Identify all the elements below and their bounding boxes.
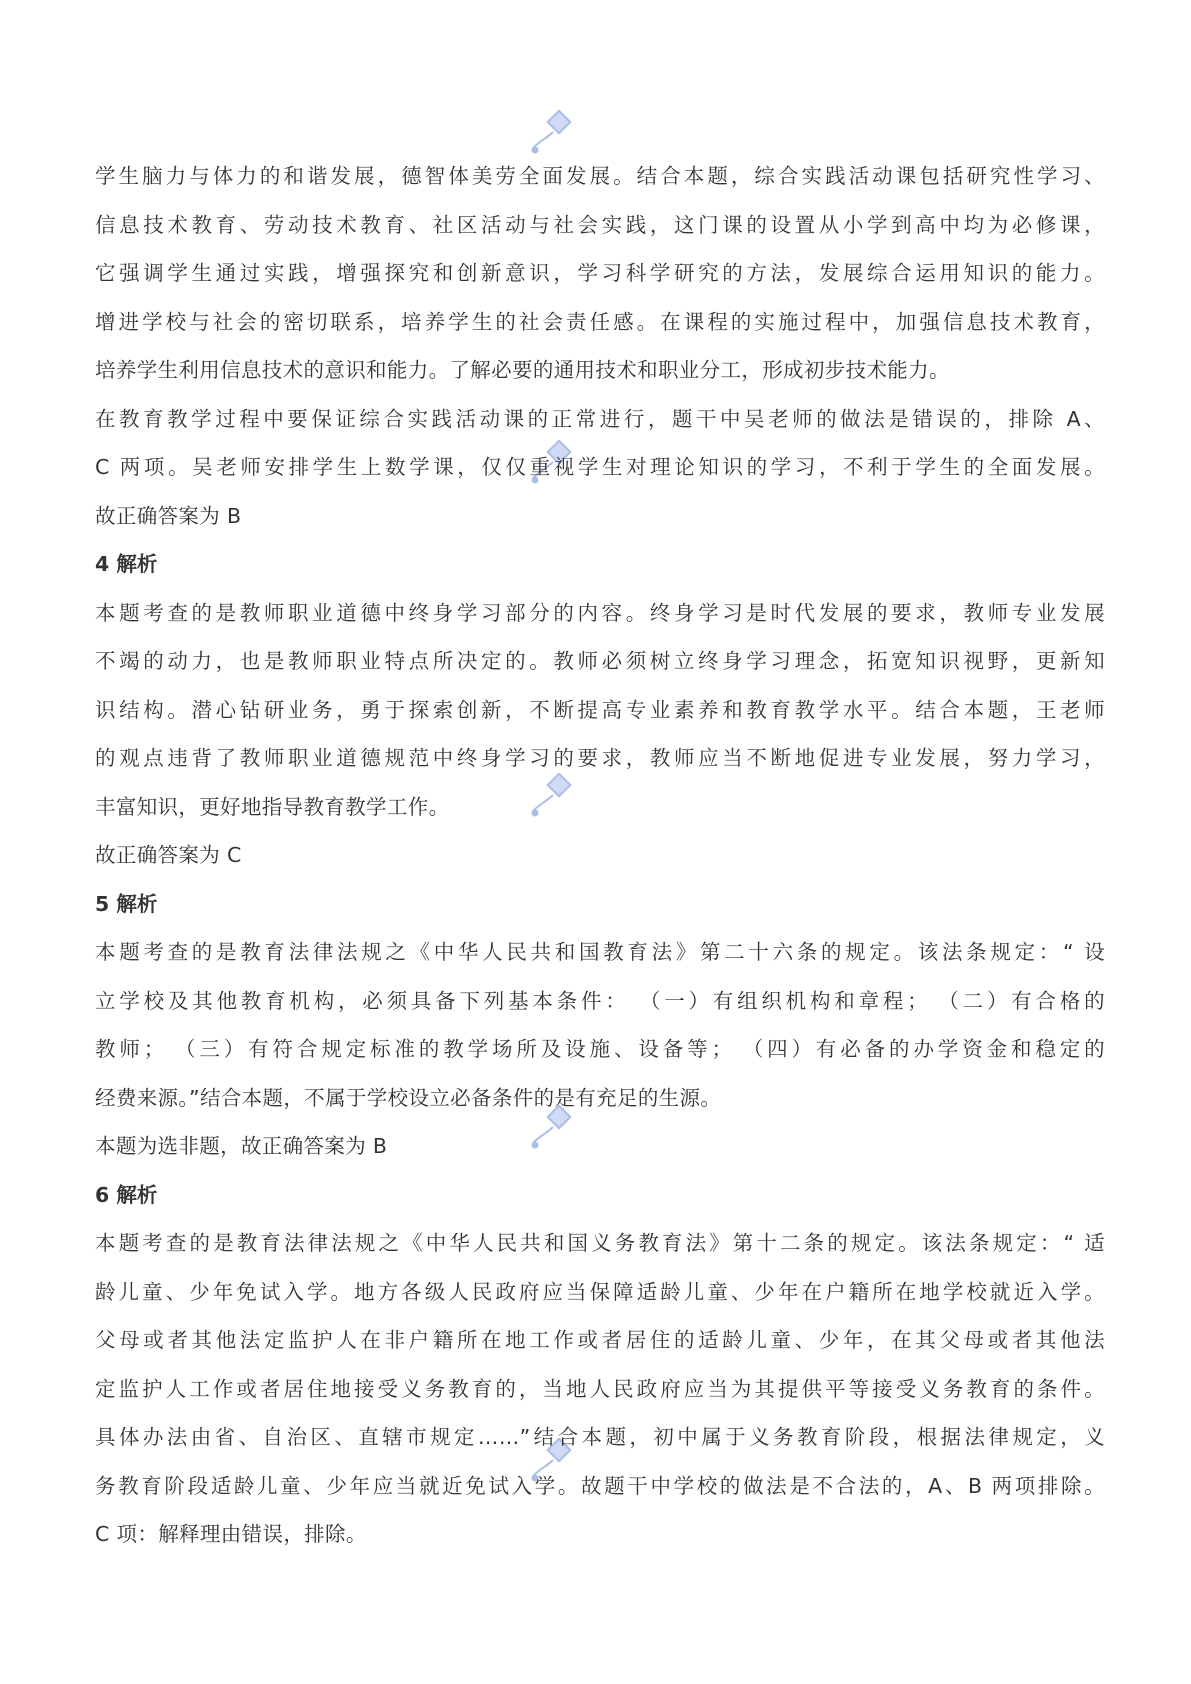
paragraph-line: 具体办法由省、自治区、直辖市规定……”结合本题，初中属于义务教育阶段，根据法律规定，义 <box>95 1425 1105 1449</box>
section-number: 5 <box>95 891 110 916</box>
answer-line: 故正确答案为 C <box>95 843 242 867</box>
section-4 <box>95 540 1105 880</box>
paragraph-line: 教师； （三）有符合规定标准的教学场所及设施、设备等； （四）有必备的办学资金和稳定的 <box>95 1037 1105 1061</box>
document-body <box>95 152 1105 1559</box>
paragraph-line: C 两项。吴老师安排学生上数学课，仅仅重视学生对理论知识的学习，不利于学生的全面发展。 <box>95 455 1105 479</box>
paragraph-line: 定监护人工作或者居住地接受义务教育的，当地人民政府应当为其提供平等接受义务教育的条件。 <box>95 1376 1105 1401</box>
paragraph-line: 丰富知识，更好地指导教育教学工作。 <box>95 794 450 819</box>
paragraph-line: 经费来源。”结合本题，不属于学校设立必备条件的是有充足的生源。 <box>95 1085 722 1110</box>
section-3-continuation <box>95 152 1105 540</box>
watermark-logo-icon <box>527 110 575 158</box>
section-heading-label: 解析 <box>116 552 158 576</box>
paragraph-line: 父母或者其他法定监护人在非户籍所在地工作或者居住的适龄儿童、少年，在其父母或者其他法 <box>95 1328 1105 1352</box>
paragraph-line: C 项：解释理由错误，排除。 <box>95 1522 367 1546</box>
paragraph-line: 务教育阶段适龄儿童、少年应当就近免试入学。故题干中学校的做法是不合法的，A、B 两项排除。 <box>95 1473 1105 1498</box>
section-number: 6 <box>95 1182 110 1207</box>
paragraph-line: 立学校及其他教育机构，必须具备下列基本条件： （一）有组织机构和章程； （二）有合格的 <box>95 988 1105 1013</box>
section-heading-label: 解析 <box>116 891 158 916</box>
section-number: 4 <box>95 552 110 576</box>
section-6 <box>95 1171 1105 1559</box>
paragraph-line: 本题考查的是教育法律法规之《中华人民共和国义务教育法》第十二条的规定。该法条规定：“ 适 <box>95 1231 1105 1255</box>
paragraph-line: 增进学校与社会的密切联系，培养学生的社会责任感。在课程的实施过程中，加强信息技术教育， <box>95 309 1105 334</box>
paragraph-line: 不竭的动力，也是教师职业特点所决定的。教师必须树立终身学习理念，拓宽知识视野，更新知 <box>95 649 1105 673</box>
section-5 <box>95 880 1105 1171</box>
section-heading <box>95 880 1105 929</box>
paragraph-line: 的观点违背了教师职业道德规范中终身学习的要求，教师应当不断地促进专业发展，努力学习， <box>95 746 1105 770</box>
paragraph-line: 龄儿童、少年免试入学。地方各级人民政府应当保障适龄儿童、少年在户籍所在地学校就近入学。 <box>95 1279 1105 1304</box>
paragraph-line: 本题考查的是教育法律法规之《中华人民共和国教育法》第二十六条的规定。该法条规定：“ 设 <box>95 940 1105 964</box>
paragraph-line: 本题考查的是教师职业道德中终身学习部分的内容。终身学习是时代发展的要求，教师专业发展 <box>95 600 1105 625</box>
paragraph-line: 它强调学生通过实践，增强探究和创新意识，学习科学研究的方法，发展综合运用知识的能力。 <box>95 261 1105 285</box>
paragraph-line: 识结构。潜心钻研业务，勇于探索创新，不断提高专业素养和教育教学水平。结合本题，王老师 <box>95 697 1105 722</box>
section-heading-label: 解析 <box>116 1182 158 1207</box>
paragraph-line: 培养学生利用信息技术的意识和能力。了解必要的通用技术和职业分工，形成初步技术能力。 <box>95 358 950 382</box>
answer-line: 本题为选非题，故正确答案为 B <box>95 1134 388 1158</box>
paragraph-line: 在教育教学过程中要保证综合实践活动课的正常进行，题干中吴老师的做法是错误的，排除 A、 <box>95 406 1105 431</box>
answer-line: 故正确答案为 B <box>95 503 242 528</box>
section-heading <box>95 540 1105 589</box>
paragraph-line: 学生脑力与体力的和谐发展，德智体美劳全面发展。结合本题，综合实践活动课包括研究性学习、 <box>95 164 1105 188</box>
section-heading <box>95 1171 1105 1220</box>
paragraph-line: 信息技术教育、劳动技术教育、社区活动与社会实践，这门课的设置从小学到高中均为必修课， <box>95 212 1105 237</box>
